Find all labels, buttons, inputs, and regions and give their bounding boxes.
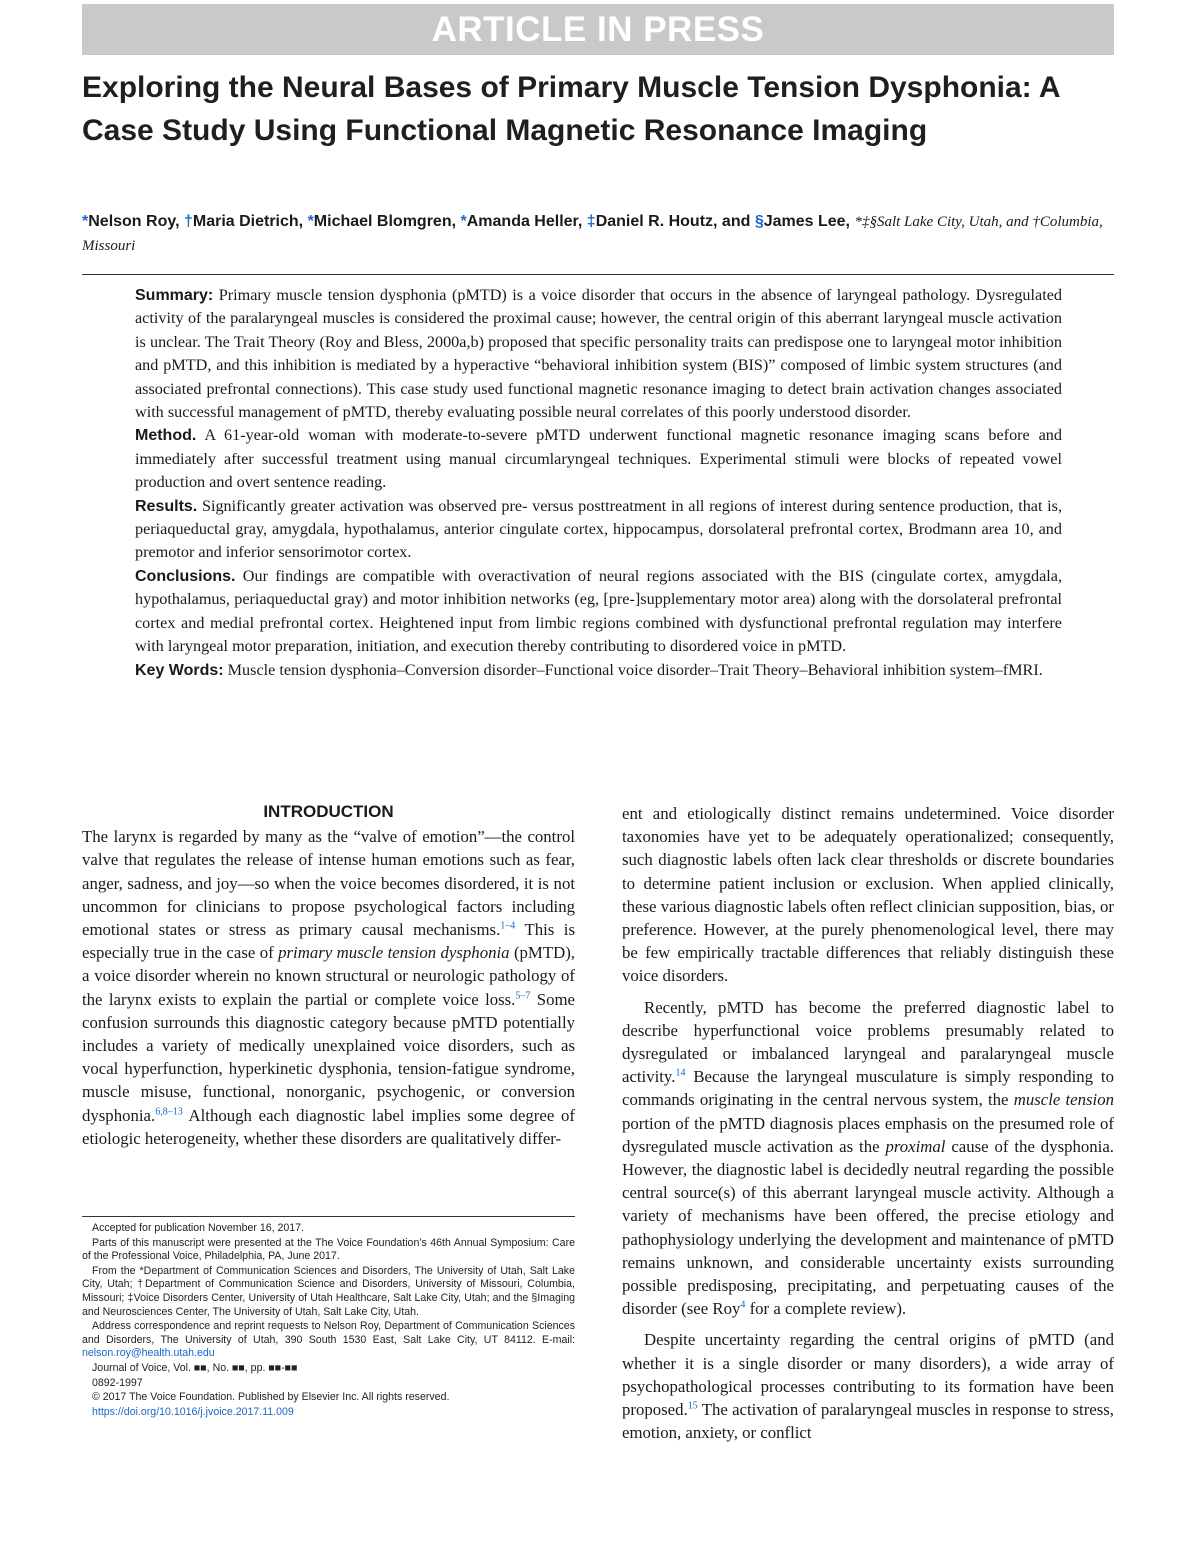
email-link[interactable]: nelson.roy@health.utah.edu — [82, 1347, 215, 1360]
section-heading-introduction: INTRODUCTION — [263, 802, 394, 821]
intro-paragraph-2: Recently, pMTD has become the preferred diagnostic label to describe hyperfunctional voice problems presumably related to dysregulated or imbalanced laryngeal and paralaryngeal muscle activity.$^{14}$ Because the laryngeal musculature is simply responding to commands originating in the central nervous system, the muscle tension portion of the pMTD diagnosis places emphasis on the presumed role of dysregulated muscle activation as the proximal cause of the dysphonia. However, the diagnostic label is decidedly neutral regarding the possible central source(s) of this aberrant laryngeal muscle activity. Although a variety of mechanisms have been offered, the precise etiology and pathophysiology underlying the development and maintenance of pMTD remains unknown, and considerable uncertainty exists surrounding possible predisposing, precipitating, and perpetuating causes of the disorder (see Roy$^4$ for a complete review). — [622, 997, 1114, 1319]
keywords-label: Key Words: — [135, 661, 224, 679]
method-text: A 61-year-old woman with moderate-to-severe pMTD underwent functional magnetic resonance imaging scans before and immediately after successful treatment using manual circumlaryngeal techniques. Experimental stimuli were blocks of repeated vowel production and overt sentence reading. — [135, 426, 1062, 492]
citation-link[interactable]: 14 — [675, 1067, 686, 1079]
right-column — [622, 802, 1114, 1444]
author-affil-mark: * — [82, 213, 89, 230]
author-name: Maria Dietrich, — [192, 213, 308, 230]
article-title: Exploring the Neural Bases of Primary Muscle Tension Dysphonia: A Case Study Using Functional Magnetic Resonance Imaging — [82, 71, 1060, 147]
left-column — [82, 800, 575, 1150]
intro-paragraph-1: The larynx is regarded by many as the “valve of emotion”—the control valve that regulates the release of intense human emotions such as fear, anger, sadness, and joy—so when the voice becomes disordered, it is not uncommon for clinicians to propose psychological factors including emotional states or stress as primary causal mechanisms.$^{1-4}$ This is especially true in the case of primary muscle tension dysphonia (pMTD), a voice disorder wherein no known structural or neurologic pathology of the larynx exists to explain the partial or complete voice loss.$^{5-7}$ Some confusion surrounds this diagnostic category because pMTD potentially includes a variety of medically unexplained voice disorders, such as vocal hyperfunction, hyperkinetic dysphonia, tension-fatigue syndrome, muscle misuse, functional, nonorganic, psychogenic, or conversion dysphonia.$^{6,8-13}$ Although each diagnostic label implies some degree of etiologic heterogeneity, whether these disorders are qualitatively differ- — [82, 827, 576, 1148]
author-name: Amanda Heller, — [466, 213, 587, 230]
footnote-doi — [82, 1406, 575, 1420]
conclusions-text: Our findings are compatible with overactivation of neural regions associated with the BIS (cingulate cortex, amygdala, hypothalamus, periaqueductal gray) and motor inhibition networks (eg, [pre-]supplementary motor area) along with the dorsolateral prefrontal cortex and medial prefrontal cortex. Heightened input from limbic regions combined with dysfunctional prefrontal regulation may interfere with laryngeal motor preparation, initiation, and execution thereby contributing to disordered voice in pMTD. — [135, 566, 1062, 656]
author-affil-mark: ‡ — [586, 213, 596, 230]
abstract-keywords — [135, 659, 1062, 682]
author-list — [82, 210, 1114, 258]
conclusions-label: Conclusions. — [135, 567, 236, 585]
affiliation-location: Salt Lake City, Utah, and †Columbia, Missouri — [82, 214, 1103, 254]
author-name: Michael Blomgren, — [313, 213, 461, 230]
footnote-presented: Parts of this manuscript were presented at the The Voice Foundation’s 46th Annual Symposium: Care of the Professional Voice, Philadelphia, PA, June 2017. — [82, 1236, 575, 1263]
abstract-summary — [135, 284, 1062, 424]
affiliation-mark: *‡§ — [854, 214, 877, 230]
citation-link[interactable]: 15 — [687, 1400, 698, 1412]
footnote-correspondence: Address correspondence and reprint requests to Nelson Roy, Department of Communication Sciences and Disorders, The University of Utah, 390 South 1530 East, Salt Lake City, UT 84112. E-mail: nelson.roy@health.utah.edu — [82, 1320, 575, 1360]
author-affil-mark: * — [307, 213, 314, 230]
footnote-journal: Journal of Voice, Vol. ■■, No. ■■, pp. ■■-■■ — [92, 1361, 298, 1374]
footnote-accepted: Accepted for publication November 16, 2017. — [92, 1222, 305, 1234]
footnote-divider — [82, 1216, 575, 1217]
citation-link[interactable]: 5–7 — [515, 990, 531, 1002]
summary-label: Summary: — [135, 287, 214, 304]
doi-link[interactable]: https://doi.org/10.1016/j.jvoice.2017.11.009 — [92, 1405, 294, 1418]
abstract — [135, 284, 1062, 682]
abstract-results — [135, 495, 1062, 565]
header-divider — [82, 274, 1114, 275]
footnote-copyright: © 2017 The Voice Foundation. Published by Elsevier Inc. All rights reserved. — [92, 1391, 450, 1404]
intro-paragraph-3: Despite uncertainty regarding the central origins of pMTD (and whether it is a single disorder or many disorders), a wide array of psychopathological processes contributing to its formation have been proposed.$^{15}$ The activation of paralaryngeal muscles in response to stress, emotion, anxiety, or conflict — [622, 1330, 1114, 1443]
summary-text: Primary muscle tension dysphonia (pMTD) is a voice disorder that occurs in the absence of laryngeal pathology. Dysregulated activity of the paralaryngeal muscles is considered the proximal cause; however, the central origin of this aberrant laryngeal muscle activation is unclear. The Trait Theory (Roy and Bless, 2000a,b) proposed that specific personality traits can predispose one to laryngeal motor inhibition and pMTD, and this inhibition is mediated by a hyperactive “behavioral inhibition system (BIS)” composed of limbic system structures (and associated prefrontal connections). This case study used functional magnetic resonance imaging to detect brain activation changes associated with successful management of pMTD, thereby evaluating possible neural correlates of this poorly understood disorder. — [135, 286, 1062, 422]
author-name: James Lee, — [763, 213, 855, 230]
abstract-method — [135, 424, 1062, 494]
method-label: Method. — [135, 427, 197, 445]
footnote-affiliations: From the *Department of Communication Sciences and Disorders, The University of Utah, Salt Lake City, Utah; †Department of Communication Science and Disorders, University of Missouri, Columbia, Missouri; ‡Voice Disorders Center, University of Utah Healthcare, Salt Lake City, Utah; and the §Imaging and Neurosciences Center, The University of Utah, Salt Lake City, Utah. — [82, 1264, 575, 1318]
author-affil-mark: † — [183, 213, 193, 230]
author-name: Daniel R. Houtz, and — [595, 213, 755, 230]
citation-link[interactable]: 4 — [740, 1299, 746, 1311]
author-affil-mark: * — [460, 213, 467, 230]
keywords-text: Muscle tension dysphonia–Conversion disorder–Functional voice disorder–Trait Theory–Behavioral inhibition system–fMRI. — [227, 660, 1043, 679]
footnotes — [82, 1222, 575, 1420]
results-text: Significantly greater activation was observed pre- versus posttreatment in all regions of interest during sentence production, that is, periaqueductal gray, amygdala, hypothalamus, anterior cingulate cortex, hippocampus, dorsolateral prefrontal cortex, Brodmann area 10, and premotor and inferior sensorimotor cortex. — [135, 496, 1063, 562]
citation-link[interactable]: 1–4 — [500, 920, 516, 932]
abstract-conclusions — [135, 565, 1062, 659]
results-label: Results. — [135, 497, 198, 515]
author-name: Nelson Roy, — [88, 213, 184, 230]
article-in-press-banner: ARTICLE IN PRESS — [82, 4, 1114, 55]
footnote-issn: 0892-1997 — [92, 1376, 143, 1389]
citation-link[interactable]: 6,8–13 — [155, 1106, 183, 1118]
author-affil-mark: § — [754, 213, 764, 230]
intro-paragraph-1-continued: ent and etiologically distinct remains undetermined. Voice disorder taxonomies have yet to be adequately operationalized; consequently, such diagnostic labels often lack clear thresholds or discrete boundaries to determine patient inclusion or exclusion. When applied clinically, these various diagnostic labels often reflect clinician supposition, bias, or preference. However, at the purely phenomenological level, there may be few empirically tractable differences that reliably distinguish these voice disorders. — [622, 804, 1114, 986]
